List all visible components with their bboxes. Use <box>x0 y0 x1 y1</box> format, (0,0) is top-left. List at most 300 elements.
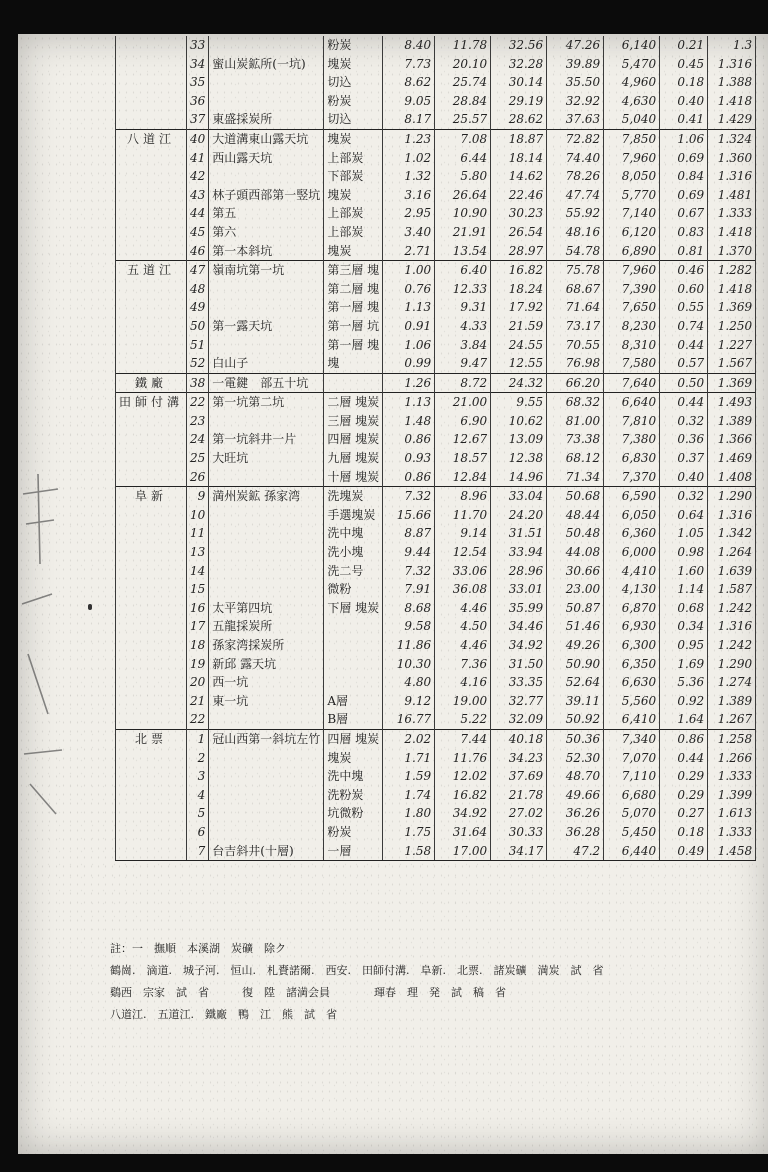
cell-c2: 33.06 <box>435 562 491 581</box>
cell-c3: 14.62 <box>491 167 547 186</box>
cell-seam: 塊炭 <box>324 55 383 74</box>
table-row <box>116 710 756 729</box>
cell-c2: 7.36 <box>435 655 491 674</box>
cell-seam <box>324 373 383 393</box>
table-row <box>116 393 756 412</box>
table-row <box>116 506 756 525</box>
cell-mine <box>209 298 324 317</box>
scanned-page <box>18 34 768 1154</box>
cell-cal: 8,050 <box>604 167 660 186</box>
cell-no: 34 <box>187 55 209 74</box>
cell-seam: 塊炭 <box>324 186 383 205</box>
cell-c1: 0.76 <box>383 280 435 299</box>
cell-c1: 8.62 <box>383 73 435 92</box>
cell-area <box>116 599 187 618</box>
cell-c1: 1.00 <box>383 261 435 280</box>
cell-mine <box>209 580 324 599</box>
cell-seam: 第一層 塊 <box>324 298 383 317</box>
cell-c4: 73.17 <box>547 317 604 336</box>
cell-cal: 7,960 <box>604 261 660 280</box>
cell-cal: 6,300 <box>604 636 660 655</box>
cell-no: 37 <box>187 110 209 129</box>
cell-no: 40 <box>187 129 209 148</box>
cell-c3: 33.94 <box>491 543 547 562</box>
cell-no: 50 <box>187 317 209 336</box>
cell-r: 1.639 <box>708 562 756 581</box>
cell-c2: 26.64 <box>435 186 491 205</box>
cell-area <box>116 167 187 186</box>
cell-no: 42 <box>187 167 209 186</box>
table-row <box>116 373 756 393</box>
cell-r: 1.324 <box>708 129 756 148</box>
cell-no: 46 <box>187 242 209 261</box>
cell-seam: 塊炭 <box>324 242 383 261</box>
cell-c4: 71.34 <box>547 468 604 487</box>
cell-seam: 下層 塊炭 <box>324 599 383 618</box>
cell-no: 2 <box>187 749 209 768</box>
cell-c3: 12.38 <box>491 449 547 468</box>
cell-seam: A層 <box>324 692 383 711</box>
cell-r: 1.3 <box>708 36 756 55</box>
table-row <box>116 92 756 111</box>
cell-area: 八道江 <box>116 129 187 148</box>
cell-mine: 第五 <box>209 204 324 223</box>
cell-cal: 4,960 <box>604 73 660 92</box>
cell-cal: 7,640 <box>604 373 660 393</box>
table-row <box>116 599 756 618</box>
cell-c2: 7.44 <box>435 729 491 748</box>
cell-c1: 9.58 <box>383 617 435 636</box>
cell-c4: 39.89 <box>547 55 604 74</box>
cell-area <box>116 280 187 299</box>
footnote-line: 註：一 撫順 本溪湖 炭礦 除ク <box>110 942 286 955</box>
cell-s: 0.69 <box>660 186 708 205</box>
cell-c2: 11.70 <box>435 506 491 525</box>
table-row <box>116 261 756 280</box>
table-row <box>116 73 756 92</box>
cell-s: 0.34 <box>660 617 708 636</box>
table-row <box>116 543 756 562</box>
cell-area <box>116 692 187 711</box>
cell-s: 0.83 <box>660 223 708 242</box>
cell-seam: 塊炭 <box>324 749 383 768</box>
cell-no: 19 <box>187 655 209 674</box>
cell-r: 1.264 <box>708 543 756 562</box>
cell-s: 0.21 <box>660 36 708 55</box>
cell-cal: 6,410 <box>604 710 660 729</box>
cell-cal: 5,470 <box>604 55 660 74</box>
cell-seam: 二層 塊炭 <box>324 393 383 412</box>
cell-mine: 台吉斜井(十層) <box>209 842 324 861</box>
cell-no: 47 <box>187 261 209 280</box>
cell-c4: 78.26 <box>547 167 604 186</box>
cell-c2: 13.54 <box>435 242 491 261</box>
cell-c1: 3.40 <box>383 223 435 242</box>
cell-c3: 29.19 <box>491 92 547 111</box>
cell-s: 0.45 <box>660 55 708 74</box>
cell-c1: 8.17 <box>383 110 435 129</box>
cell-r: 1.258 <box>708 729 756 748</box>
cell-c1: 0.86 <box>383 468 435 487</box>
cell-c3: 40.18 <box>491 729 547 748</box>
cell-c3: 32.09 <box>491 710 547 729</box>
cell-c4: 55.92 <box>547 204 604 223</box>
cell-no: 24 <box>187 430 209 449</box>
cell-seam <box>324 617 383 636</box>
cell-c2: 4.50 <box>435 617 491 636</box>
cell-c2: 6.40 <box>435 261 491 280</box>
cell-s: 0.44 <box>660 749 708 768</box>
cell-mine <box>209 92 324 111</box>
table-row <box>116 298 756 317</box>
cell-c1: 1.23 <box>383 129 435 148</box>
cell-c3: 24.32 <box>491 373 547 393</box>
cell-c2: 5.22 <box>435 710 491 729</box>
cell-no: 35 <box>187 73 209 92</box>
cell-c4: 39.11 <box>547 692 604 711</box>
cell-c4: 76.98 <box>547 354 604 373</box>
table-row <box>116 468 756 487</box>
cell-s: 0.55 <box>660 298 708 317</box>
cell-no: 23 <box>187 412 209 431</box>
cell-r: 1.458 <box>708 842 756 861</box>
cell-r: 1.274 <box>708 673 756 692</box>
cell-cal: 6,680 <box>604 786 660 805</box>
cell-mine: 第六 <box>209 223 324 242</box>
table-row <box>116 673 756 692</box>
cell-c2: 4.16 <box>435 673 491 692</box>
cell-c2: 6.44 <box>435 149 491 168</box>
cell-c2: 25.57 <box>435 110 491 129</box>
cell-s: 0.44 <box>660 393 708 412</box>
cell-mine: 第一坑斜井一片 <box>209 430 324 449</box>
cell-c3: 30.14 <box>491 73 547 92</box>
cell-mine <box>209 167 324 186</box>
cell-r: 1.389 <box>708 692 756 711</box>
cell-c3: 13.09 <box>491 430 547 449</box>
cell-seam: 洗塊炭 <box>324 487 383 506</box>
cell-c1: 0.93 <box>383 449 435 468</box>
cell-no: 1 <box>187 729 209 748</box>
table-row <box>116 729 756 748</box>
cell-mine <box>209 767 324 786</box>
cell-area <box>116 242 187 261</box>
table-row <box>116 317 756 336</box>
cell-no: 10 <box>187 506 209 525</box>
footnotes <box>110 938 750 1026</box>
cell-c2: 16.82 <box>435 786 491 805</box>
cell-c2: 18.57 <box>435 449 491 468</box>
cell-cal: 7,380 <box>604 430 660 449</box>
cell-c3: 32.56 <box>491 36 547 55</box>
cell-c1: 1.06 <box>383 336 435 355</box>
cell-mine <box>209 280 324 299</box>
cell-c4: 23.00 <box>547 580 604 599</box>
cell-c3: 17.92 <box>491 298 547 317</box>
cell-seam: 塊炭 <box>324 129 383 148</box>
cell-c4: 73.38 <box>547 430 604 449</box>
cell-r: 1.370 <box>708 242 756 261</box>
cell-seam: 粉炭 <box>324 823 383 842</box>
cell-c1: 2.95 <box>383 204 435 223</box>
footnote-line: 鶴崗. 滴道. 城子河. 恒山. 札賚諾爾. 西安. 田師付溝. 阜新. 北票. 諸炭礦 満炭 試 省 <box>110 964 604 977</box>
cell-r: 1.369 <box>708 298 756 317</box>
cell-mine <box>209 412 324 431</box>
cell-c3: 24.20 <box>491 506 547 525</box>
cell-s: 0.44 <box>660 336 708 355</box>
cell-mine: 新邱 露天坑 <box>209 655 324 674</box>
cell-cal: 6,630 <box>604 673 660 692</box>
table-row <box>116 487 756 506</box>
cell-c2: 8.96 <box>435 487 491 506</box>
cell-area <box>116 543 187 562</box>
cell-mine: 白山子 <box>209 354 324 373</box>
cell-s: 0.41 <box>660 110 708 129</box>
cell-no: 25 <box>187 449 209 468</box>
cell-c2: 17.00 <box>435 842 491 861</box>
cell-cal: 5,560 <box>604 692 660 711</box>
table-row <box>116 823 756 842</box>
cell-seam: 上部炭 <box>324 223 383 242</box>
cell-seam: 三層 塊炭 <box>324 412 383 431</box>
cell-c1: 1.13 <box>383 298 435 317</box>
cell-c4: 48.16 <box>547 223 604 242</box>
cell-c1: 4.80 <box>383 673 435 692</box>
cell-area <box>116 580 187 599</box>
cell-c1: 1.75 <box>383 823 435 842</box>
cell-c3: 34.92 <box>491 636 547 655</box>
cell-s: 0.46 <box>660 261 708 280</box>
table-row <box>116 617 756 636</box>
table-row <box>116 167 756 186</box>
cell-cal: 6,890 <box>604 242 660 261</box>
table-row <box>116 749 756 768</box>
cell-mine <box>209 506 324 525</box>
cell-s: 0.27 <box>660 804 708 823</box>
cell-cal: 6,870 <box>604 599 660 618</box>
cell-c2: 21.00 <box>435 393 491 412</box>
cell-c2: 4.46 <box>435 599 491 618</box>
cell-c3: 30.23 <box>491 204 547 223</box>
cell-c4: 75.78 <box>547 261 604 280</box>
cell-area: 五道江 <box>116 261 187 280</box>
cell-s: 0.60 <box>660 280 708 299</box>
cell-no: 51 <box>187 336 209 355</box>
cell-mine: 西山露天坑 <box>209 149 324 168</box>
cell-r: 1.366 <box>708 430 756 449</box>
cell-seam: 九層 塊炭 <box>324 449 383 468</box>
cell-c2: 4.33 <box>435 317 491 336</box>
cell-seam: 手選塊炭 <box>324 506 383 525</box>
cell-c2: 8.72 <box>435 373 491 393</box>
cell-no: 14 <box>187 562 209 581</box>
cell-r: 1.481 <box>708 186 756 205</box>
table-row <box>116 842 756 861</box>
cell-mine <box>209 710 324 729</box>
cell-s: 1.06 <box>660 129 708 148</box>
cell-r: 1.333 <box>708 823 756 842</box>
cell-no: 4 <box>187 786 209 805</box>
cell-area <box>116 73 187 92</box>
cell-area <box>116 506 187 525</box>
cell-seam: 洗小塊 <box>324 543 383 562</box>
cell-cal: 7,850 <box>604 129 660 148</box>
table-row <box>116 804 756 823</box>
cell-cal: 7,390 <box>604 280 660 299</box>
cell-seam: B層 <box>324 710 383 729</box>
cell-area <box>116 804 187 823</box>
cell-r: 1.316 <box>708 617 756 636</box>
cell-area <box>116 204 187 223</box>
footnote-line: 八道江. 五道江. 鐵廠 鴨 江 熊 試 省 <box>110 1008 337 1021</box>
cell-r: 1.418 <box>708 280 756 299</box>
cell-c4: 30.66 <box>547 562 604 581</box>
cell-r: 1.316 <box>708 55 756 74</box>
table-row <box>116 55 756 74</box>
cell-seam: 洗中塊 <box>324 767 383 786</box>
cell-c3: 37.69 <box>491 767 547 786</box>
cell-r: 1.290 <box>708 487 756 506</box>
cell-c4: 50.36 <box>547 729 604 748</box>
cell-r: 1.282 <box>708 261 756 280</box>
cell-c3: 12.55 <box>491 354 547 373</box>
cell-mine <box>209 73 324 92</box>
cell-mine <box>209 468 324 487</box>
cell-s: 0.36 <box>660 430 708 449</box>
cell-c2: 4.46 <box>435 636 491 655</box>
cell-c3: 30.33 <box>491 823 547 842</box>
cell-r: 1.316 <box>708 167 756 186</box>
cell-r: 1.418 <box>708 223 756 242</box>
cell-c3: 9.55 <box>491 393 547 412</box>
cell-cal: 7,070 <box>604 749 660 768</box>
cell-area <box>116 449 187 468</box>
cell-c4: 47.2 <box>547 842 604 861</box>
cell-mine <box>209 336 324 355</box>
cell-c1: 1.74 <box>383 786 435 805</box>
cell-r: 1.333 <box>708 204 756 223</box>
cell-r: 1.242 <box>708 636 756 655</box>
cell-r: 1.250 <box>708 317 756 336</box>
cell-c2: 6.90 <box>435 412 491 431</box>
cell-c4: 52.64 <box>547 673 604 692</box>
cell-s: 0.86 <box>660 729 708 748</box>
cell-no: 45 <box>187 223 209 242</box>
cell-c2: 12.02 <box>435 767 491 786</box>
cell-seam: 十層 塊炭 <box>324 468 383 487</box>
cell-r: 1.227 <box>708 336 756 355</box>
cell-seam: 微粉 <box>324 580 383 599</box>
cell-seam: 洗中塊 <box>324 524 383 543</box>
cell-mine: 太平第四坑 <box>209 599 324 618</box>
cell-no: 41 <box>187 149 209 168</box>
cell-c2: 31.64 <box>435 823 491 842</box>
cell-c1: 1.48 <box>383 412 435 431</box>
cell-c1: 2.02 <box>383 729 435 748</box>
cell-c4: 54.78 <box>547 242 604 261</box>
cell-cal: 7,580 <box>604 354 660 373</box>
cell-c4: 50.48 <box>547 524 604 543</box>
cell-seam: 一層 <box>324 842 383 861</box>
cell-mine: 満州炭鉱 孫家湾 <box>209 487 324 506</box>
cell-no: 18 <box>187 636 209 655</box>
cell-c1: 10.30 <box>383 655 435 674</box>
cell-r: 1.369 <box>708 373 756 393</box>
cell-r: 1.333 <box>708 767 756 786</box>
cell-area <box>116 430 187 449</box>
cell-area <box>116 749 187 768</box>
cell-c2: 25.74 <box>435 73 491 92</box>
cell-s: 0.32 <box>660 412 708 431</box>
cell-mine: 東一坑 <box>209 692 324 711</box>
table-row <box>116 655 756 674</box>
table-row <box>116 767 756 786</box>
cell-s: 0.67 <box>660 204 708 223</box>
cell-s: 0.81 <box>660 242 708 261</box>
cell-r: 1.418 <box>708 92 756 111</box>
cell-c2: 12.67 <box>435 430 491 449</box>
cell-seam: 洗二号 <box>324 562 383 581</box>
cell-c1: 16.77 <box>383 710 435 729</box>
cell-s: 0.40 <box>660 468 708 487</box>
table-row <box>116 149 756 168</box>
cell-c1: 1.58 <box>383 842 435 861</box>
cell-area <box>116 710 187 729</box>
cell-no: 13 <box>187 543 209 562</box>
cell-r: 1.469 <box>708 449 756 468</box>
cell-c3: 32.28 <box>491 55 547 74</box>
cell-r: 1.342 <box>708 524 756 543</box>
cell-cal: 6,360 <box>604 524 660 543</box>
margin-dot <box>88 604 92 610</box>
cell-c4: 68.32 <box>547 393 604 412</box>
cell-s: 1.64 <box>660 710 708 729</box>
cell-c2: 9.14 <box>435 524 491 543</box>
cell-c4: 37.63 <box>547 110 604 129</box>
cell-c1: 11.86 <box>383 636 435 655</box>
cell-s: 0.40 <box>660 92 708 111</box>
cell-no: 44 <box>187 204 209 223</box>
cell-s: 1.60 <box>660 562 708 581</box>
cell-c1: 7.91 <box>383 580 435 599</box>
cell-s: 1.69 <box>660 655 708 674</box>
cell-s: 0.68 <box>660 599 708 618</box>
cell-seam: 切込 <box>324 110 383 129</box>
cell-r: 1.493 <box>708 393 756 412</box>
cell-no: 5 <box>187 804 209 823</box>
cell-mine: 一電鍵 部五十坑 <box>209 373 324 393</box>
table-row <box>116 354 756 373</box>
table-row <box>116 524 756 543</box>
cell-c2: 19.00 <box>435 692 491 711</box>
cell-cal: 6,930 <box>604 617 660 636</box>
cell-cal: 6,120 <box>604 223 660 242</box>
cell-s: 0.98 <box>660 543 708 562</box>
cell-r: 1.389 <box>708 412 756 431</box>
cell-no: 20 <box>187 673 209 692</box>
table-row <box>116 223 756 242</box>
cell-s: 0.29 <box>660 786 708 805</box>
cell-cal: 8,310 <box>604 336 660 355</box>
cell-seam: 塊 <box>324 354 383 373</box>
cell-mine <box>209 823 324 842</box>
cell-s: 0.69 <box>660 149 708 168</box>
cell-s: 0.49 <box>660 842 708 861</box>
cell-s: 0.18 <box>660 73 708 92</box>
cell-mine: 林子頭西部第一竪坑 <box>209 186 324 205</box>
cell-cal: 4,130 <box>604 580 660 599</box>
cell-c2: 11.78 <box>435 36 491 55</box>
